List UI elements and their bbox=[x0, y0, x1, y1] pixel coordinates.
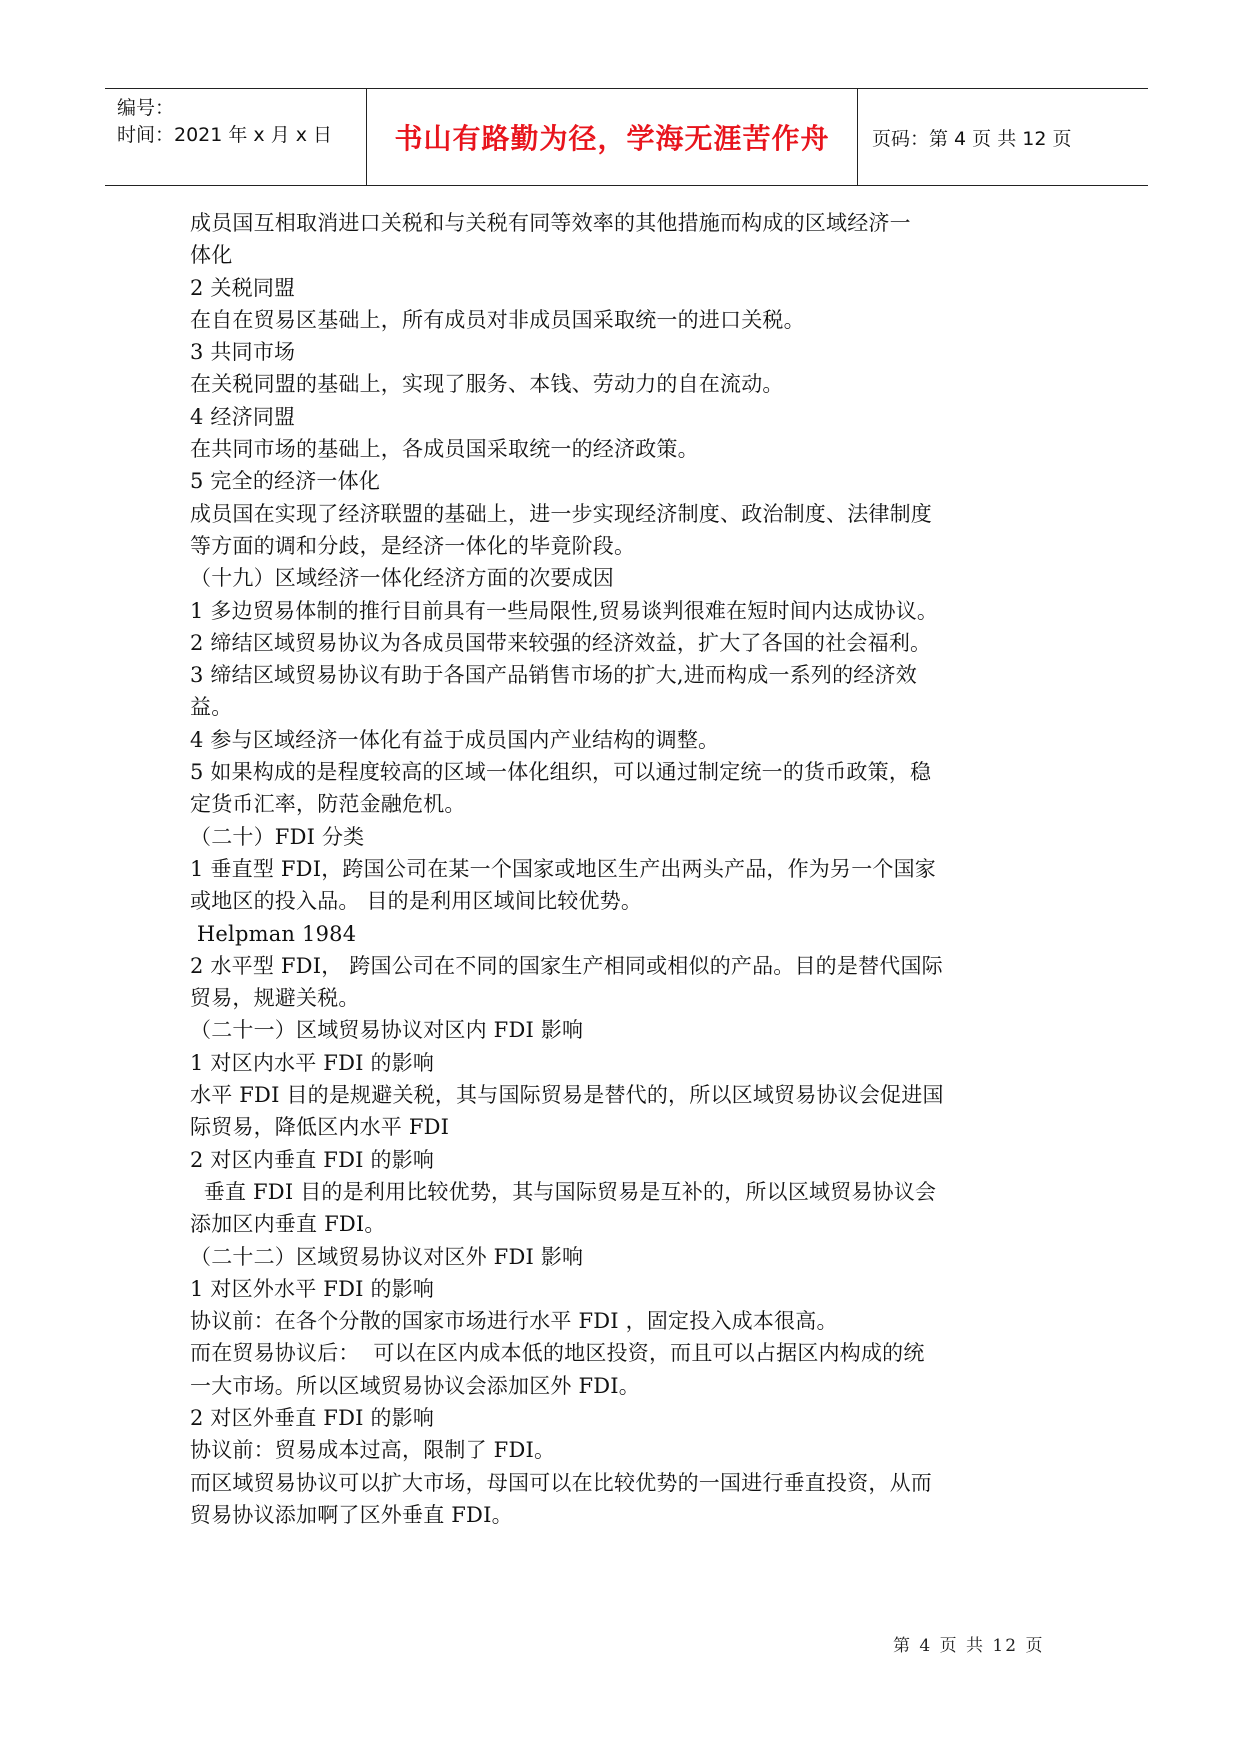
body-line: 水平 FDI 目的是规避关税，其与国际贸易是替代的，所以区域贸易协议会促进国 bbox=[190, 1083, 944, 1108]
body-line: 1 垂直型 FDI，跨国公司在某一个国家或地区生产出两头产品，作为另一个国家 bbox=[190, 856, 937, 881]
body-line: 而区域贸易协议可以扩大市场，母国可以在比较优势的一国进行垂直投资，从而 bbox=[190, 1470, 932, 1495]
page-footer-number: 第 4 页 共 12 页 bbox=[893, 1636, 1045, 1656]
body-line: 4 经济同盟 bbox=[190, 404, 296, 429]
body-line: 5 完全的经济一体化 bbox=[190, 469, 381, 494]
serial-label: 编号： bbox=[117, 97, 175, 119]
body-line: 垂直 FDI 目的是利用比较优势，其与国际贸易是互补的，所以区域贸易协议会 bbox=[190, 1179, 937, 1204]
body-line: 2 缔结区域贸易协议为各成员国带来较强的经济效益，扩大了各国的社会福利。 bbox=[190, 630, 932, 655]
body-line: 在关税同盟的基础上，实现了服务、本钱、劳动力的自在流动。 bbox=[190, 372, 784, 397]
body-line: 成员国在实现了经济联盟的基础上，进一步实现经济制度、政治制度、法律制度 bbox=[190, 501, 932, 526]
body-line: 体化 bbox=[190, 243, 233, 268]
body-line: 在自在贸易区基础上，所有成员对非成员国采取统一的进口关税。 bbox=[190, 307, 805, 332]
body-line: 2 关税同盟 bbox=[190, 275, 296, 300]
body-line: 等方面的调和分歧，是经济一体化的毕竟阶段。 bbox=[190, 533, 636, 558]
body-line: （二十）FDI 分类 bbox=[190, 824, 365, 849]
body-line: （二十二）区域贸易协议对区外 FDI 影响 bbox=[190, 1244, 584, 1269]
body-line: 3 缔结区域贸易协议有助于各国产品销售市场的扩大,进而构成一系列的经济效 bbox=[190, 663, 917, 688]
body-line: 5 如果构成的是程度较高的区域一体化组织，可以通过制定统一的货币政策，稳 bbox=[190, 760, 932, 785]
body-line: 成员国互相取消进口关税和与关税有同等效率的其他措施而构成的区域经济一 bbox=[190, 211, 911, 235]
body-line: 2 对区外垂直 FDI 的影响 bbox=[190, 1405, 435, 1430]
body-line: 2 水平型 FDI， 跨国公司在不同的国家生产相同或相似的产品。目的是替代国际 bbox=[190, 953, 943, 978]
body-line: 4 参与区域经济一体化有益于成员国内产业结构的调整。 bbox=[190, 727, 720, 752]
body-line: 而在贸易协议后： 可以在区内成本低的地区投资，而且可以占据区内构成的统 bbox=[190, 1341, 925, 1366]
body-line: 贸易，规避关税。 bbox=[190, 986, 360, 1011]
body-line: （二十一）区域贸易协议对区内 FDI 影响 bbox=[190, 1018, 584, 1043]
body-line: 协议前：在各个分散的国家市场进行水平 FDI ，固定投入成本很高。 bbox=[190, 1309, 838, 1334]
page-header bbox=[105, 88, 1148, 186]
body-line: 1 对区内水平 FDI 的影响 bbox=[190, 1050, 435, 1075]
document-body bbox=[190, 207, 1070, 1531]
header-motto: 书山有路勤为径，学海无涯苦作舟 bbox=[367, 89, 858, 185]
body-line: （十九）区域经济一体化经济方面的次要成因 bbox=[190, 566, 614, 591]
body-line: 2 对区内垂直 FDI 的影响 bbox=[190, 1147, 435, 1172]
body-line: 贸易协议添加啊了区外垂直 FDI。 bbox=[190, 1502, 513, 1527]
body-line: 在共同市场的基础上，各成员国采取统一的经济政策。 bbox=[190, 437, 699, 462]
body-line: Helpman 1984 bbox=[190, 921, 357, 946]
date-label: 时间：2021 年 x 月 x 日 bbox=[117, 124, 333, 146]
header-page-info: 页码：第 4 页 共 12 页 bbox=[872, 127, 1072, 150]
header-meta-cell bbox=[105, 89, 367, 185]
body-line: 一大市场。所以区域贸易协议会添加区外 FDI。 bbox=[190, 1373, 640, 1398]
body-line: 协议前：贸易成本过高，限制了 FDI。 bbox=[190, 1438, 556, 1463]
body-line: 1 对区外水平 FDI 的影响 bbox=[190, 1276, 435, 1301]
body-line: 添加区内垂直 FDI。 bbox=[190, 1212, 386, 1237]
body-line: 定货币汇率，防范金融危机。 bbox=[190, 792, 466, 817]
body-line: 1 多边贸易体制的推行目前具有一些局限性,贸易谈判很难在短时间内达成协议。 bbox=[190, 598, 939, 623]
body-line: 益。 bbox=[190, 695, 233, 720]
body-line: 或地区的投入品。 目的是利用区域间比较优势。 bbox=[190, 889, 643, 914]
body-line: 3 共同市场 bbox=[190, 340, 296, 365]
body-line: 际贸易，降低区内水平 FDI bbox=[190, 1115, 450, 1140]
